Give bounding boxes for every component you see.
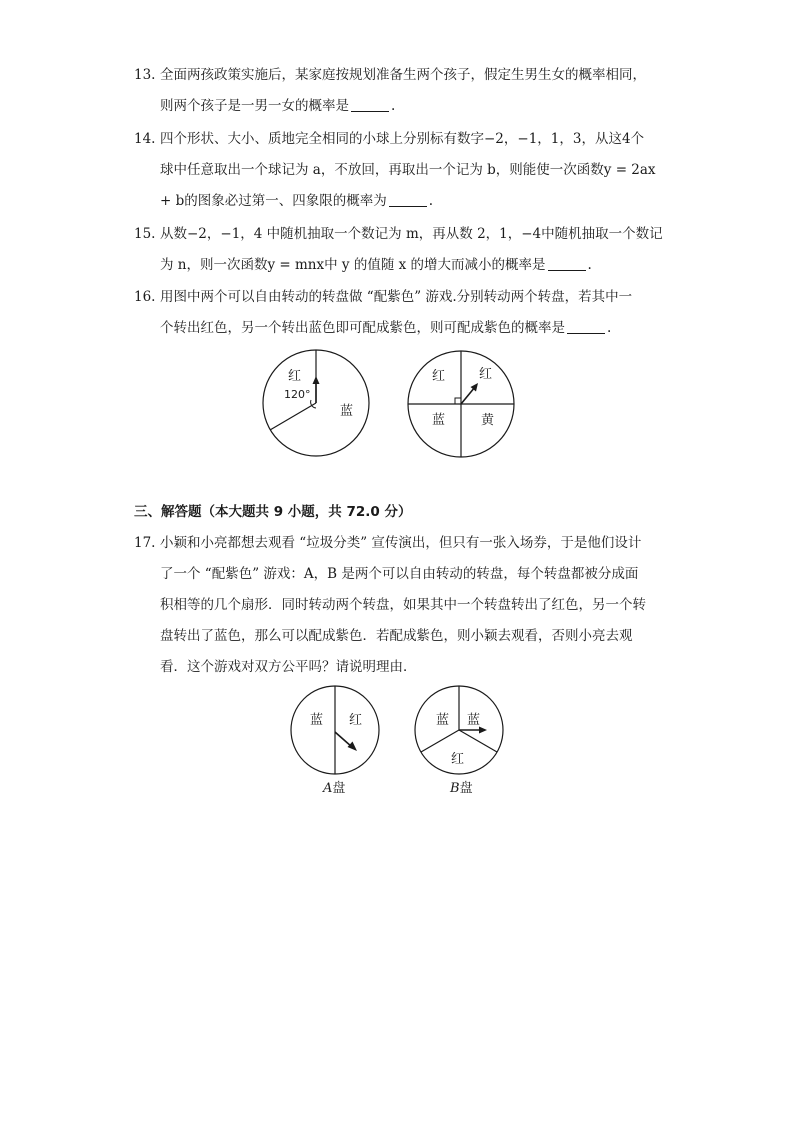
- question-tail: .: [607, 320, 612, 336]
- sector-label-red: 红: [288, 369, 302, 384]
- caption-word: 盘: [332, 781, 346, 796]
- question-number: 14.: [134, 131, 156, 147]
- arrow-head: [479, 727, 487, 734]
- sector-label-blue: 蓝: [340, 404, 354, 419]
- caption-letter: B: [450, 781, 460, 796]
- sector-label-tl: 红: [432, 369, 446, 384]
- sector-label-br: 黄: [481, 413, 495, 428]
- question-number: 16.: [134, 289, 156, 305]
- sector-label-bottom: 红: [451, 752, 465, 767]
- question-text: + b的图象必过第一、四象限的概率为: [160, 193, 387, 209]
- sector-label-bl: 蓝: [432, 413, 446, 428]
- arrow-head: [348, 742, 358, 752]
- question-line: 四个形状、大小、质地完全相同的小球上分别标有数字−2，−1，1，3，从这4个: [160, 131, 645, 147]
- sector-divider: [421, 730, 459, 752]
- question-line: 球中任意取出一个球记为 a，不放回，再取出一个记为 b，则能使一次函数y = 2ax: [160, 162, 656, 178]
- sector-label-left: 蓝: [310, 713, 324, 728]
- angle-label: 120°: [284, 388, 311, 401]
- sector-label-tr: 红: [479, 367, 493, 382]
- question-tail: .: [587, 257, 592, 273]
- question-line: 用图中两个可以自由转动的转盘做 “配紫色” 游戏.分别转动两个转盘，若其中一: [160, 289, 633, 305]
- spinner-a: [291, 686, 379, 796]
- question-text: 为 n，则一次函数y = mnx中 y 的值随 x 的增大而减小的概率是: [160, 257, 546, 273]
- caption-word: 盘: [459, 781, 473, 796]
- question-line: 积相等的几个扇形．同时转动两个转盘，如果其中一个转盘转出了红色，另一个转: [160, 597, 646, 613]
- question-line: 小颖和小亮都想去观看 “垃圾分类” 宣传演出，但只有一张入场券，于是他们设计: [160, 535, 642, 551]
- question-text: 个转出红色，另一个转出蓝色即可配成紫色，则可配成紫色的概率是: [160, 320, 565, 336]
- sector-label-tr: 蓝: [467, 713, 481, 728]
- section-heading: 三、解答题（本大题共 9 小题，共 72.0 分）: [134, 504, 412, 520]
- question-tail: .: [428, 193, 434, 209]
- spinner-caption: [322, 781, 345, 796]
- pointer-arrow: [335, 732, 352, 747]
- question-number: 17.: [134, 535, 156, 551]
- question-number: 15.: [134, 226, 156, 242]
- question-line: 看．这个游戏对双方公平吗？请说明理由．: [160, 659, 417, 675]
- question-line: 从数−2，−1，4 中随机抽取一个数记为 m，再从数 2，1，−4中随机抽取一个数记: [160, 226, 663, 242]
- spinner-caption: [449, 781, 473, 796]
- sector-divider: [459, 730, 497, 752]
- question-line: 全面两孩政策实施后，某家庭按规划准备生两个孩子，假定生男生女的概率相同，: [160, 67, 646, 83]
- sector-label-right: 红: [349, 713, 363, 728]
- question-text: 则两个孩子是一男一女的概率是: [160, 98, 349, 114]
- spinner-b: [415, 686, 503, 796]
- question-line: 盘转出了蓝色，那么可以配成紫色．若配成紫色，则小颖去观看，否则小亮去观: [160, 628, 633, 644]
- question-tail: .: [391, 98, 396, 114]
- sector-label-tl: 蓝: [436, 713, 450, 728]
- question-line: 了一个 “配紫色” 游戏：A，B 是两个可以自由转动的转盘，每个转盘都被分成面: [160, 566, 639, 582]
- caption-letter: A: [323, 781, 333, 796]
- question-number: 13.: [134, 67, 156, 83]
